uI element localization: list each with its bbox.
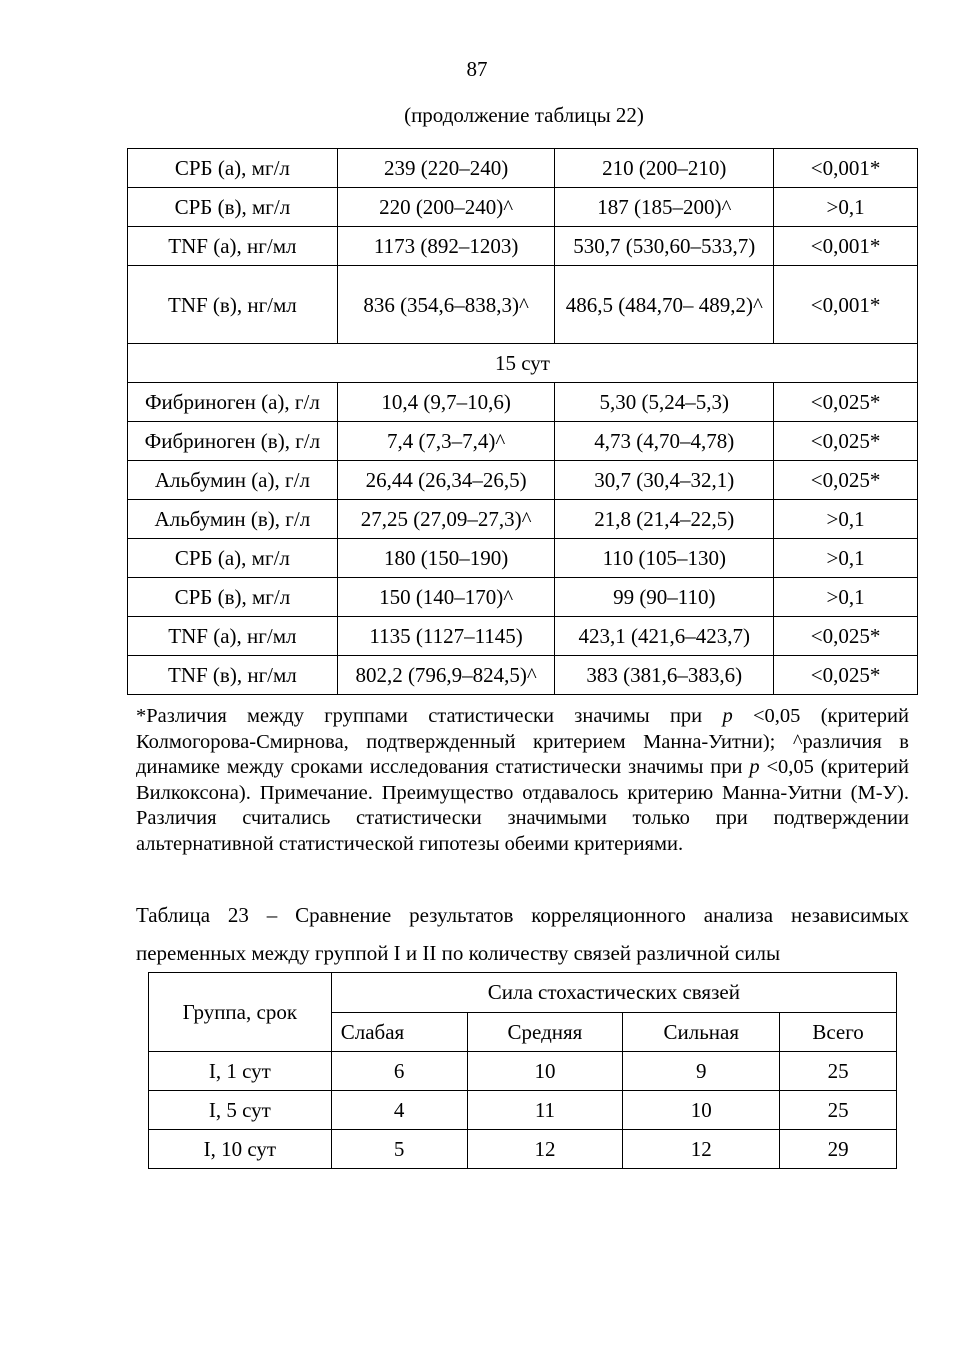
table-cell: Альбумин (а), г/л <box>128 461 338 500</box>
table-cell: 1135 (1127–1145) <box>337 617 555 656</box>
table-cell: 5,30 (5,24–5,3) <box>555 383 774 422</box>
table-cell: 10,4 (9,7–10,6) <box>337 383 555 422</box>
table-cell: 802,2 (796,9–824,5)^ <box>337 656 555 695</box>
table-cell: 383 (381,6–383,6) <box>555 656 774 695</box>
table-cell: <0,001* <box>774 149 918 188</box>
table-cell: СРБ (а), мг/л <box>128 149 338 188</box>
group-header: Группа, срок <box>149 973 332 1052</box>
table-cell: 12 <box>467 1130 623 1169</box>
table-cell: 10 <box>623 1091 780 1130</box>
table-row <box>128 266 918 344</box>
table-cell: TNF (в), нг/мл <box>128 656 338 695</box>
table-cell: 6 <box>331 1052 467 1091</box>
table-cell: <0,025* <box>774 422 918 461</box>
footnote-p-symbol: р <box>722 705 733 727</box>
table-cell: 220 (200–240)^ <box>337 188 555 227</box>
column-header: Слабая <box>331 1012 467 1052</box>
table-cell: I, 5 сут <box>149 1091 332 1130</box>
table-row <box>128 227 918 266</box>
table-cell: 486,5 (484,70– 489,2)^ <box>555 266 774 344</box>
table-header-row <box>149 973 897 1013</box>
section-label: 15 сут <box>128 344 918 383</box>
column-header: Всего <box>780 1012 897 1052</box>
table-cell: 110 (105–130) <box>555 539 774 578</box>
table-22-continued <box>127 148 918 695</box>
strength-header: Сила стохастических связей <box>331 973 896 1013</box>
table-cell: I, 10 сут <box>149 1130 332 1169</box>
table-cell: 150 (140–170)^ <box>337 578 555 617</box>
table-cell: 4,73 (4,70–4,78) <box>555 422 774 461</box>
table-cell: <0,025* <box>774 656 918 695</box>
table-cell: 12 <box>623 1130 780 1169</box>
table-23 <box>148 972 897 1169</box>
table-row <box>128 539 918 578</box>
footnote-text: <0,05 (критерий Вилкоксона). Примечание. Преимущество отдавалось критерию Манна-Уитни (М-У). Различия считались статистически значимыми только при подтверждении альтернативной статистической гипотезы обеими критериями. <box>136 756 909 855</box>
table-row <box>128 656 918 695</box>
footnote-text: <0,05 (критерий Колмогорова-Смирнова, подтвержденный критерием Манна-Уитни); ^различия в динамике между сроками исследования статистически значимы при <box>136 705 909 778</box>
table-cell: 25 <box>780 1091 897 1130</box>
table-cell: 530,7 (530,60–533,7) <box>555 227 774 266</box>
table-continuation-label: (продолжение таблицы 22) <box>404 103 644 127</box>
table-cell: 30,7 (30,4–32,1) <box>555 461 774 500</box>
table-cell: >0,1 <box>774 578 918 617</box>
table-cell: <0,001* <box>774 266 918 344</box>
table-row <box>149 1091 897 1130</box>
table-cell: 27,25 (27,09–27,3)^ <box>337 500 555 539</box>
table-cell: 836 (354,6–838,3)^ <box>337 266 555 344</box>
table-cell: 180 (150–190) <box>337 539 555 578</box>
table-cell: СРБ (а), мг/л <box>128 539 338 578</box>
table-row <box>128 578 918 617</box>
table-cell: TNF (в), нг/мл <box>128 266 338 344</box>
table-cell: TNF (а), нг/мл <box>128 227 338 266</box>
table-cell: 210 (200–210) <box>555 149 774 188</box>
table-cell: СРБ (в), мг/л <box>128 578 338 617</box>
table-row <box>149 1130 897 1169</box>
table-cell: Альбумин (в), г/л <box>128 500 338 539</box>
table-cell: 9 <box>623 1052 780 1091</box>
table-cell: СРБ (в), мг/л <box>128 188 338 227</box>
table-cell: Фибриноген (в), г/л <box>128 422 338 461</box>
table-cell: <0,025* <box>774 383 918 422</box>
table-cell: TNF (а), нг/мл <box>128 617 338 656</box>
table-cell: 7,4 (7,3–7,4)^ <box>337 422 555 461</box>
column-header: Сильная <box>623 1012 780 1052</box>
table-cell: 187 (185–200)^ <box>555 188 774 227</box>
table-row <box>128 461 918 500</box>
footnote-p-symbol: р <box>749 756 760 778</box>
table-cell: <0,025* <box>774 617 918 656</box>
table-row <box>128 617 918 656</box>
table-cell: I, 1 сут <box>149 1052 332 1091</box>
table-cell: 21,8 (21,4–22,5) <box>555 500 774 539</box>
table-cell: 4 <box>331 1091 467 1130</box>
table-footnote <box>136 704 909 857</box>
table-cell: 10 <box>467 1052 623 1091</box>
section-row <box>128 344 918 383</box>
table-cell: <0,001* <box>774 227 918 266</box>
table-cell: >0,1 <box>774 539 918 578</box>
table-row <box>128 500 918 539</box>
table-cell: 5 <box>331 1130 467 1169</box>
footnote-text: *Различия между группами статистически значимы при <box>136 705 723 727</box>
table-cell: 99 (90–110) <box>555 578 774 617</box>
table-cell: <0,025* <box>774 461 918 500</box>
table-row <box>149 1052 897 1091</box>
table-cell: Фибриноген (а), г/л <box>128 383 338 422</box>
table-cell: >0,1 <box>774 188 918 227</box>
table-cell: 29 <box>780 1130 897 1169</box>
page-number: 87 <box>466 57 488 81</box>
table-row <box>128 383 918 422</box>
table-cell: 11 <box>467 1091 623 1130</box>
table-cell: 25 <box>780 1052 897 1091</box>
table-row <box>128 149 918 188</box>
table-cell: 26,44 (26,34–26,5) <box>337 461 555 500</box>
table-row <box>128 188 918 227</box>
table-23-caption: Таблица 23 – Сравнение результатов корреляционного анализа независимых переменных между группой I и II по количеству связей различной силы <box>136 903 909 965</box>
table-cell: >0,1 <box>774 500 918 539</box>
table-row <box>128 422 918 461</box>
table-cell: 239 (220–240) <box>337 149 555 188</box>
table-cell: 423,1 (421,6–423,7) <box>555 617 774 656</box>
column-header: Средняя <box>467 1012 623 1052</box>
table-cell: 1173 (892–1203) <box>337 227 555 266</box>
